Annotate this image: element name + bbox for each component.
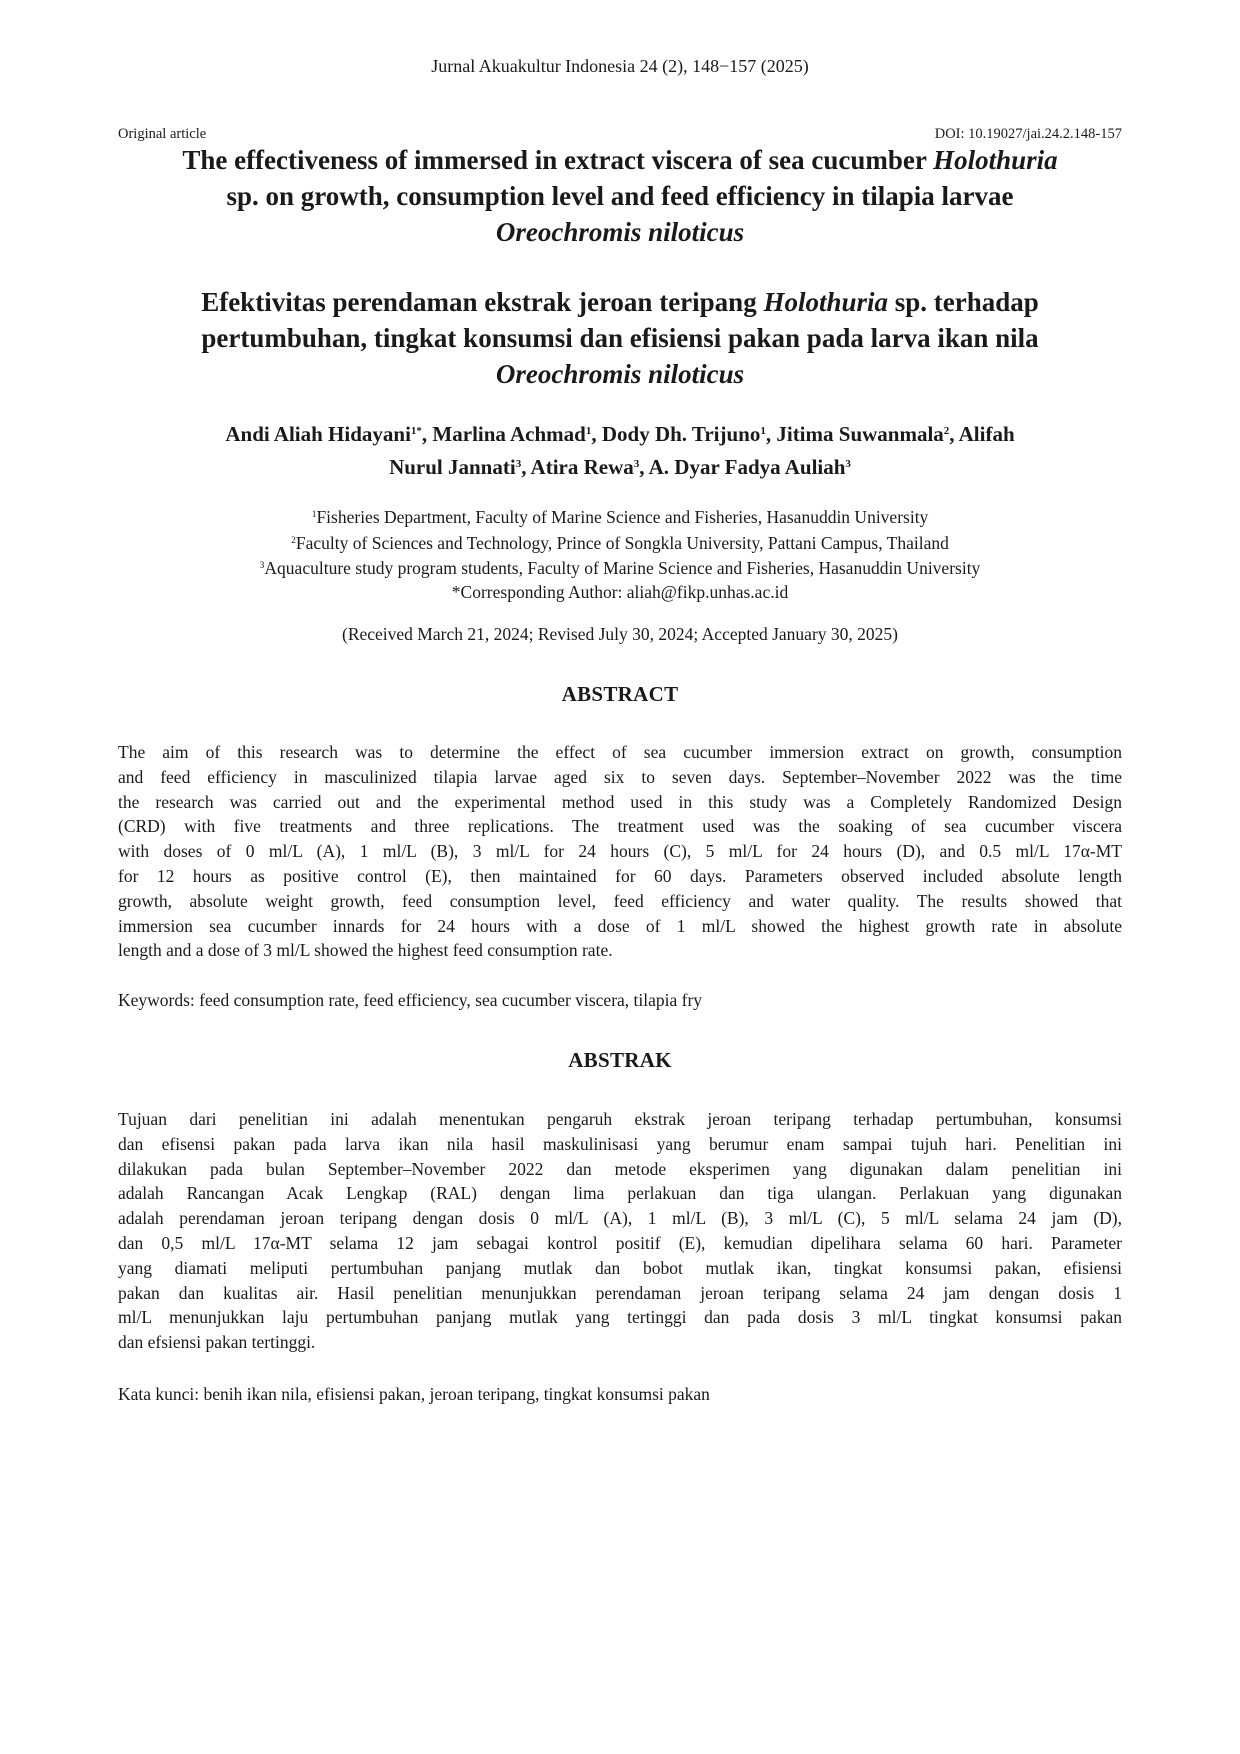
author-name: , Atira Rewa [521,455,634,479]
author-affil-mark: 1* [410,425,422,437]
author-name: Nurul Jannati [389,455,516,479]
affiliation-text: Fisheries Department, Faculty of Marine Science and Fisheries, Hasanuddin University [316,507,929,527]
abstract-line: with doses of 0 ml/L (A), 1 ml/L (B), 3 ml/L for 24 hours (C), 5 ml/L for 24 hours (D), and 0.5 ml/L 17α-MT [118,841,1122,862]
corresponding-author: *Corresponding Author: aliah@fikp.unhas.ac.id [451,581,789,602]
author-name: , Dody Dh. Trijuno [591,422,761,446]
title-en-line-2: sp. on growth, consumption level and feed efficiency in tilapia larvae [226,181,1014,211]
keywords: Keywords: feed consumption rate, feed efficiency, sea cucumber viscera, tilapia fry [118,990,703,1010]
title-id-species: Oreochromis niloticus [495,359,745,389]
abstrak-line: dilakukan pada bulan September–November 2022 dan metode eksperimen yang digunakan dalam penelitian ini [118,1158,1122,1179]
received-dates: (Received March 21, 2024; Revised July 30, 2024; Accepted January 30, 2025) [342,624,898,644]
affiliation-item [118,504,1122,530]
affiliation-list [118,504,1122,604]
abstract-line: The aim of this research was to determine the effect of sea cucumber immersion extract on growth, consumption [118,742,1122,762]
abstrak-heading: ABSTRAK [568,1048,672,1072]
title-en-line-3 [118,214,1122,250]
abstract-line: immersion sea cucumber innards for 24 hours with a dose of 1 ml/L showed the highest growth rate in absolute [118,915,1122,936]
affiliation-item [118,530,1122,556]
abstrak-line: dan efsiensi pakan tertinggi. [118,1332,316,1353]
author-affil-mark: 1 [585,425,592,437]
author-affil-mark: 3 [633,458,640,470]
abstrak-body [118,1107,1122,1355]
title-id-text-end: sp. terhadap [888,287,1039,317]
abstract-body [118,740,1122,963]
abstract-line: the research was carried out and the experimental method used in this study was a Completely Randomized Design [118,791,1122,812]
abstrak-line: dan 0,5 ml/L 17α-MT selama 12 jam sebagai kontrol positif (E), kemudian dipelihara selama 60 hari. Parameter [118,1232,1122,1253]
abstract-line: growth, absolute weight growth, feed consumption level, feed efficiency and water quality. The results showed that [118,890,1122,911]
author-name: , A. Dyar Fadya Auliah [639,455,846,479]
author-line-2 [118,449,1122,482]
abstrak-line: yang diamati meliputi pertumbuhan panjang mutlak dan bobot mutlak ikan, tingkat konsumsi pakan, efisiensi [118,1257,1122,1278]
abstrak-line: adalah perendaman jeroan teripang dengan dosis 0 ml/L (A), 1 ml/L (B), 3 ml/L (C), 5 ml/L selama 24 jam (D), [118,1208,1122,1229]
abstract-line: (CRD) with five treatments and three replications. The treatment used was the soaking of sea cucumber viscera [118,816,1122,837]
affiliation-item [118,555,1122,581]
author-name: , Marlina Achmad [421,422,586,446]
abstrak-line: dan efisensi pakan pada larva ikan nila hasil maskulinisasi yang berumur enam sampai tujuh hari. Penelitian ini [118,1133,1122,1154]
abstrak-line: Tujuan dari penelitian ini adalah menentukan pengaruh ekstrak jeroan teripang terhadap pertumbuhan, konsumsi [118,1109,1122,1129]
title-indonesian [118,284,1122,392]
title-id-line-2: pertumbuhan, tingkat konsumsi dan efisiensi pakan pada larva ikan nila [201,323,1039,353]
affiliation-mark: 2 [291,535,296,546]
abstrak-line: pakan dan kualitas air. Hasil penelitian menunjukkan perendaman jeroan teripang selama 24 jam dengan dosis 1 [118,1282,1122,1303]
author-affil-mark: 1 [760,425,766,437]
kata-kunci: Kata kunci: benih ikan nila, efisiensi pakan, jeroan teripang, tingkat konsumsi pakan [118,1384,710,1404]
title-id-line-1 [118,284,1122,320]
author-affil-mark: 3 [515,458,522,470]
author-line-1 [118,416,1122,449]
title-english [118,142,1122,250]
affiliation-mark: 3 [259,561,265,571]
abstrak-line: ml/L menunjukkan laju pertumbuhan panjang mutlak yang tertinggi dan pada dosis 3 ml/L tingkat konsumsi pakan [118,1307,1122,1328]
title-id-genus: Holothuria [763,287,888,317]
affiliation-mark: 1 [311,510,317,520]
affiliation-text: Faculty of Sciences and Technology, Prince of Songkla University, Pattani Campus, Thailand [295,532,949,553]
title-en-species: Oreochromis niloticus [495,217,745,247]
author-name: , Jitima Suwanmala [765,422,944,446]
author-affil-mark: 3 [845,458,851,470]
abstrak-line: adalah Rancangan Acak Lengkap (RAL) dengan lima perlakuan dan tiga ulangan. Perlakuan yang digunakan [118,1183,1122,1204]
title-en-genus: Holothuria [933,145,1058,175]
author-name: , Alifah [949,422,1015,446]
abstract-line: and feed efficiency in masculinized tilapia larvae aged six to seven days. September–November 2022 was the time [118,766,1122,787]
title-id-line-3 [118,356,1122,392]
abstract-line: for 12 hours as positive control (E), then maintained for 60 days. Parameters observed included absolute length [118,865,1122,886]
title-id-text: Efektivitas perendaman ekstrak jeroan teripang [201,287,764,317]
author-list [118,416,1122,482]
author-affil-mark: 2 [943,425,950,437]
title-en-line-1 [118,142,1122,178]
doi: DOI: 10.19027/jai.24.2.148-157 [934,126,1122,142]
journal-citation: Jurnal Akuakultur Indonesia 24 (2), 148−157 (2025) [431,56,809,76]
title-en-text: The effectiveness of immersed in extract viscera of sea cucumber [182,145,934,175]
article-type: Original article [118,126,207,142]
abstract-heading: ABSTRACT [561,682,679,706]
author-name: Andi Aliah Hidayani [225,422,411,446]
affiliation-text: Aquaculture study program students, Faculty of Marine Science and Fisheries, Hasanuddin University [264,558,981,578]
abstract-line: length and a dose of 3 ml/L showed the highest feed consumption rate. [118,940,613,961]
